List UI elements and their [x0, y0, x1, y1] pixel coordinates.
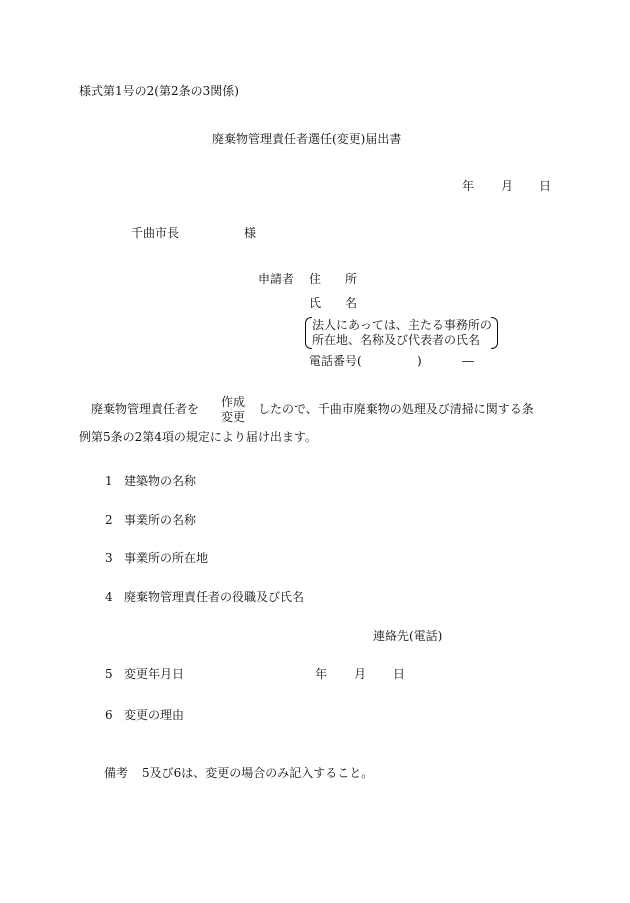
contact-label: 連絡先(電話): [373, 629, 443, 643]
body-lead: 廃棄物管理責任者を: [91, 402, 200, 416]
item-number: 6: [105, 708, 113, 722]
right-bracket: [491, 317, 498, 349]
name-label: 氏 名: [309, 296, 358, 310]
choice-change: 変更: [220, 410, 245, 424]
date-year: 年: [462, 179, 475, 193]
item-label-office-address: 事業所の所在地: [124, 551, 209, 565]
date-month: 月: [501, 179, 514, 193]
body-line2: 例第5条の2第4項の規定により届け出ます。: [79, 430, 317, 444]
phone-dash: ―: [462, 354, 474, 368]
addressee-honorific: 様: [244, 226, 257, 240]
form-number: 様式第1号の2(第2条の3関係): [79, 84, 239, 98]
address-label: 住 所: [309, 272, 358, 286]
choice-stack: [219, 395, 247, 425]
remark-text: 5及び6は、変更の場合のみ記入すること。: [142, 766, 374, 780]
applicant-label: 申請者: [258, 272, 295, 286]
item-number: 5: [105, 667, 113, 681]
item-number: 2: [105, 513, 113, 527]
item-label-change-reason: 変更の理由: [124, 708, 185, 722]
item-number: 4: [105, 590, 113, 604]
corp-note-line1: 法人にあっては、主たる事務所の: [312, 318, 492, 332]
item-label-change-date: 変更年月日: [124, 667, 185, 681]
change-day: 日: [393, 667, 406, 681]
corp-note-line2: 所在地、名称及び代表者の氏名: [312, 333, 481, 347]
body-rest-line1: したので、千曲市廃棄物の処理及び清掃に関する条: [258, 402, 534, 416]
item-number: 3: [105, 551, 113, 565]
choice-create: 作成: [220, 395, 245, 409]
phone-close-paren: ): [417, 354, 422, 368]
item-label-office-name: 事業所の名称: [124, 513, 197, 527]
left-bracket: [305, 317, 312, 349]
addressee-name: 千曲市長: [131, 226, 180, 240]
item-label-manager: 廃棄物管理責任者の役職及び氏名: [124, 590, 305, 604]
item-label-building: 建築物の名称: [124, 474, 197, 488]
date-day: 日: [539, 179, 552, 193]
form-title: 廃棄物管理責任者選任(変更)届出書: [212, 132, 402, 146]
remark-label: 備考: [104, 766, 129, 780]
phone-label: 電話番号(: [309, 354, 362, 368]
item-number: 1: [105, 474, 113, 488]
change-month: 月: [354, 667, 367, 681]
change-year: 年: [315, 667, 328, 681]
